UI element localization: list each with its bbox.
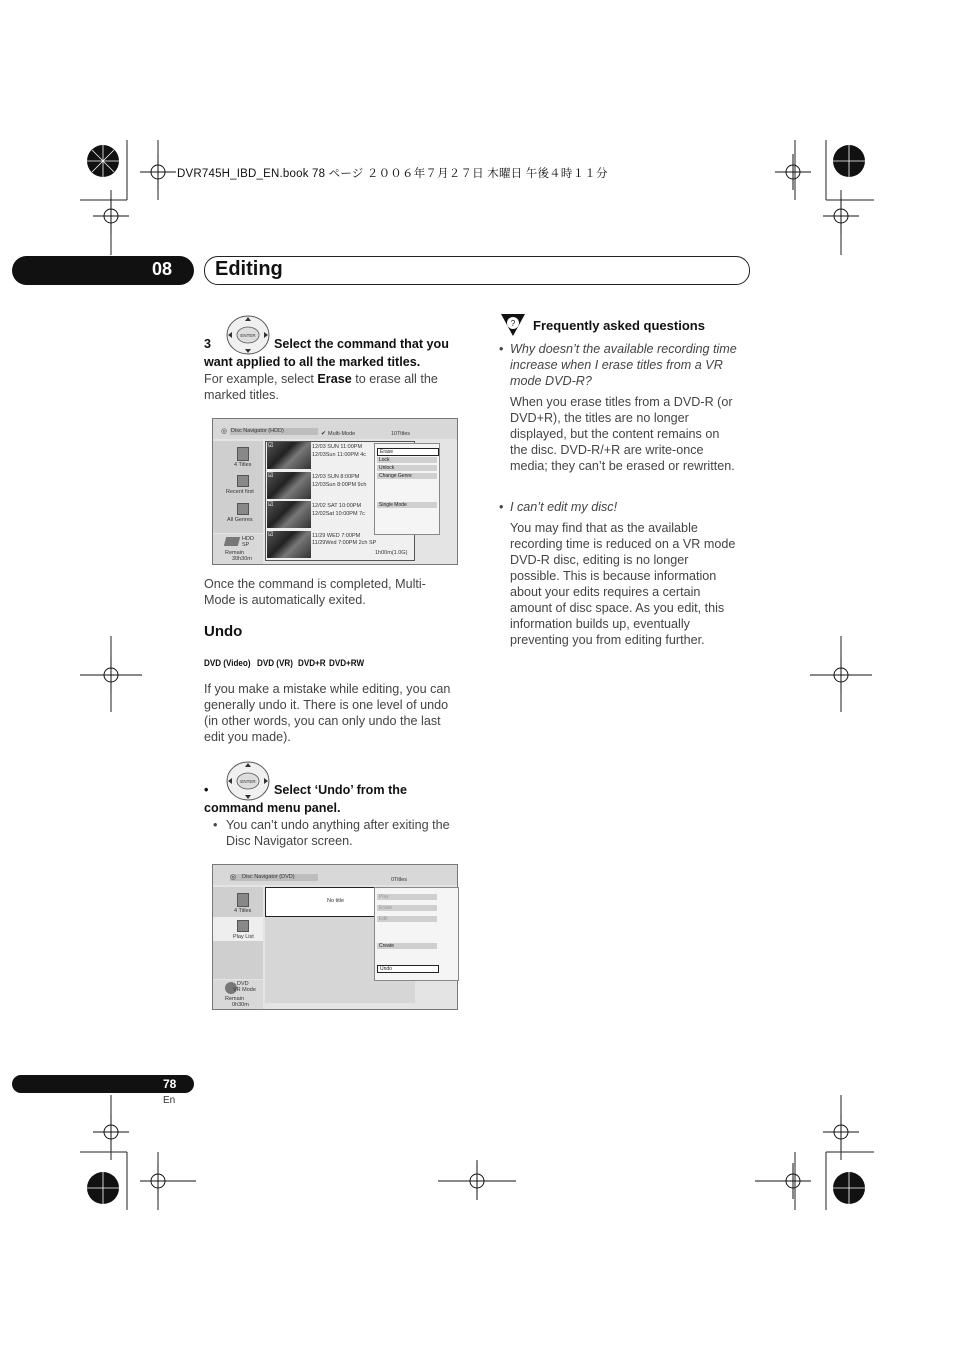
title-thumbnail [267, 531, 311, 558]
genre-icon [237, 503, 249, 515]
faq-a2-line: preventing you from editing further. [510, 633, 705, 647]
after-command-line2: Mode is automatically exited. [204, 593, 366, 607]
undo-step-line1: Select ‘Undo’ from the [274, 783, 407, 797]
screen1-disc-mode: SP [242, 542, 250, 548]
step3-example-pre: For example, select [204, 372, 318, 386]
step3-number: 3 [204, 337, 212, 351]
faq-a1-line: displayed, but the content remains on [510, 427, 720, 441]
undo-para-line: edit you made). [204, 730, 291, 744]
faq-a2-line: amount of disc space. As you edit, this [510, 601, 725, 615]
chapter-number: 08 [152, 259, 173, 279]
faq-heading: Frequently asked questions [533, 318, 705, 333]
title-thumbnail [267, 442, 311, 469]
screen1-mode: Multi-Mode [328, 431, 356, 437]
undo-note-line1: You can’t undo anything after exiting the [226, 818, 450, 832]
menu-unlock[interactable]: Unlock [377, 465, 437, 471]
faq-q2: I can’t edit my disc! [510, 500, 618, 514]
menu-lock[interactable]: Lock [377, 457, 437, 463]
disc-icon: ◎ [230, 874, 237, 881]
checkmark-icon: ✔ [321, 431, 327, 437]
faq-hint-icon [500, 313, 526, 337]
remote-dpad-icon [225, 760, 271, 802]
screen1-duration: 1h00m(1.0G) [375, 550, 408, 556]
menu-play[interactable]: Play [377, 894, 437, 900]
bullet-dot: • [499, 500, 504, 514]
remote-enter-label: ENTER [240, 333, 256, 338]
playlist-icon [237, 920, 249, 932]
faq-q1-line: Why doesn’t the available recording time [510, 342, 737, 356]
faq-a2-line: possible. This is because information [510, 569, 717, 583]
bullet-dot: • [213, 818, 218, 832]
menu-erase[interactable]: Erase [377, 905, 437, 911]
step3-example-bold: Erase [317, 372, 352, 386]
titles-icon [237, 893, 249, 907]
screen2-disc-mode: VR Mode [233, 987, 256, 993]
screen1-title: Disc Navigator (HDD) [231, 428, 284, 434]
remote-enter-label: ENTER [240, 779, 256, 784]
faq-a1-line: the disc. DVD-R/+R are write-once [510, 443, 704, 457]
svg-text:?: ? [510, 319, 516, 328]
check-icon: ☑ [268, 532, 274, 538]
title-row-line2: 12/03Sun 8:00PM 9ch [312, 482, 367, 488]
command-menu-panel [374, 887, 459, 981]
no-title-box [265, 887, 377, 917]
undo-para-line: If you make a mistake while editing, you can [204, 682, 451, 696]
faq-a1-line: When you erase titles from a DVD-R (or [510, 395, 733, 409]
bullet-dot: • [499, 342, 504, 356]
step3-line2: want applied to all the marked titles. [204, 355, 421, 369]
check-icon: ☑ [268, 502, 274, 508]
screen2-title: Disc Navigator (DVD) [242, 874, 295, 880]
screen2-side-item: 4 Titles [234, 908, 252, 914]
menu-edit[interactable]: Edit [377, 916, 437, 922]
title-thumbnail [267, 501, 311, 528]
badge-dvd-plus-rw: DVD+RW [328, 658, 364, 669]
screen-disc-navigator-dvd [212, 864, 458, 1010]
screen1-count: 10Titles [391, 431, 411, 437]
undo-step-line2: command menu panel. [204, 801, 341, 815]
menu-change-genre[interactable]: Change Genre [377, 473, 437, 479]
title-thumbnail [267, 472, 311, 499]
screen2-count: 0Titles [391, 877, 407, 883]
title-row-line1: 11/29 WED 7:00PM [312, 533, 361, 539]
title-row-line1: 12/02 SAT 10:00PM [312, 503, 362, 509]
step3-example-line2: marked titles. [204, 388, 279, 402]
step3-line1: Select the command that you [274, 337, 449, 351]
faq-a2-line: You may find that as the available [510, 521, 698, 535]
badge-dvd-plus-r: DVD+R [297, 658, 326, 669]
screen1-remain-label: Remain [225, 550, 244, 556]
titles-icon [237, 447, 249, 461]
disc-icon: ◎ [221, 428, 228, 435]
after-command-line1: Once the command is completed, Multi- [204, 577, 426, 591]
page-number: 78 [163, 1077, 177, 1091]
hdd-icon [224, 537, 240, 546]
faq-a2-line: information builds up, eventually [510, 617, 690, 631]
undo-step-bullet: • [204, 783, 209, 797]
disc-type-badges [204, 653, 376, 671]
faq-q1-line: increase when I erase titles from a VR [510, 358, 723, 372]
title-row-line1: 12/03 SUN 8:00PM [312, 474, 360, 480]
screen-disc-navigator-hdd [212, 418, 458, 565]
undo-note-line2: Disc Navigator screen. [226, 834, 353, 848]
screen2-disc-type: DVD [237, 981, 249, 987]
badge-dvd-vr: DVD (VR) [257, 658, 294, 669]
faq-a1-line: DVD+R), the titles are no longer [510, 411, 689, 425]
title-row-line2: 11/29Wed 7:00PM 2ch SP [312, 540, 377, 546]
undo-heading: Undo [204, 623, 243, 640]
screen1-side-item: All Genres [227, 517, 253, 523]
check-icon: ☑ [268, 473, 274, 479]
screen2-remain-value: 0h30m [232, 1002, 249, 1008]
screen1-disc-type: HDD [242, 536, 254, 542]
undo-para-line: generally undo it. There is one level of undo [204, 698, 449, 712]
screen2-remain-label: Remain [225, 996, 244, 1002]
screen2-side-item: Play List [233, 934, 254, 940]
remote-dpad-icon [225, 314, 271, 356]
screen2-no-title: No title [327, 898, 345, 904]
undo-para-line: (in other words, you can only undo the last [204, 714, 441, 728]
chapter-title-box [204, 256, 750, 285]
menu-undo[interactable]: Undo [377, 965, 439, 973]
screen1-side-item: 4 Titles [234, 462, 252, 468]
step3-example [204, 371, 438, 387]
chapter-title: Editing [215, 258, 283, 280]
title-row-line2: 12/03Sun 11:00PM 4c [312, 452, 367, 458]
title-row-line2: 12/02Sat 10:00PM 7c [312, 511, 365, 517]
faq-a2-line: recording time is reduced on a VR mode [510, 537, 736, 551]
menu-create[interactable]: Create [377, 943, 437, 949]
badge-dvd-video: DVD (Video) [204, 658, 251, 669]
page-language: En [163, 1095, 176, 1106]
check-icon: ☑ [268, 443, 274, 449]
step3-example-post: to erase all the [351, 372, 438, 386]
menu-erase[interactable]: Erase [377, 448, 439, 456]
screen1-side-item: Recent first [226, 489, 254, 495]
faq-a2-line: DVD-R disc, editing is no longer [510, 553, 689, 567]
faq-a2-line: about your edits requires a certain [510, 585, 701, 599]
faq-a1-line: media; they can’t be erased or rewritten. [510, 459, 735, 473]
command-menu-panel [374, 443, 440, 535]
screen1-remain-value: 30h30m [232, 556, 252, 562]
menu-single-mode[interactable]: Single Mode [377, 502, 437, 508]
sort-icon [237, 475, 249, 487]
book-header-line: DVR745H_IBD_EN.book 78 ページ ２００６年７月２７日 木曜日 午後４時１１分 [177, 168, 608, 180]
title-row-line1: 12/03 SUN 11:00PM [312, 444, 363, 450]
faq-q1-line: mode DVD-R? [510, 374, 592, 388]
